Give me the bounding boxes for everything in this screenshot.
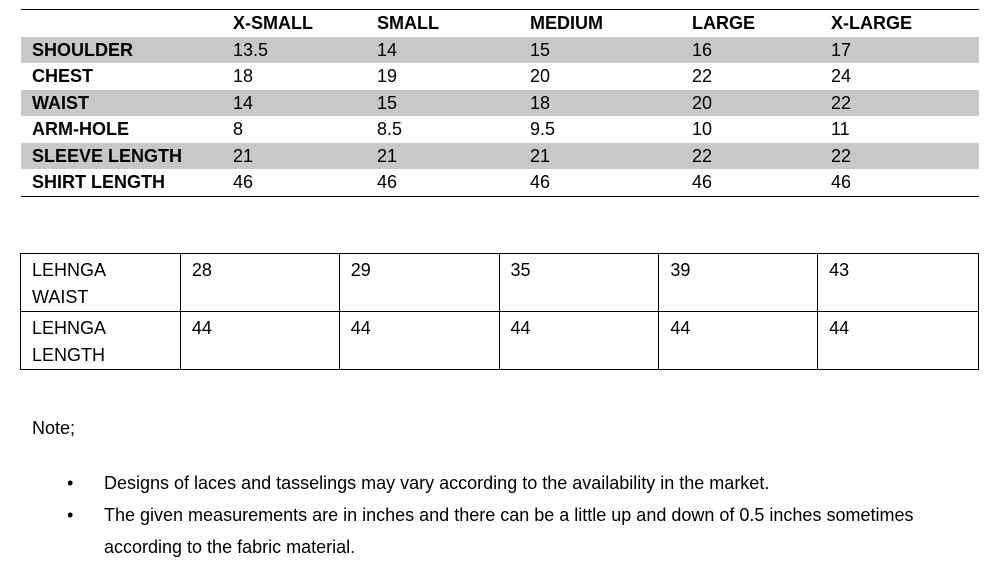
table-row-chest [21, 63, 979, 90]
row-label: WAIST [21, 90, 222, 117]
table-row-lehnga-length [21, 312, 979, 370]
header-corner-cell [21, 10, 222, 37]
table-cell: 17 [820, 37, 979, 64]
table-cell: 13.5 [222, 37, 366, 64]
table-cell: 44 [659, 312, 818, 370]
note-item [0, 467, 1008, 499]
table-cell: 35 [499, 254, 659, 312]
size-chart-table [21, 9, 979, 197]
table-row-waist [21, 90, 979, 117]
note-list [0, 467, 1008, 563]
table-cell: 11 [831, 119, 850, 140]
table-cell: 19 [377, 66, 398, 87]
table-cell: 8.5 [377, 119, 403, 140]
table-cell: 46 [831, 172, 852, 193]
table-cell: 28 [180, 254, 339, 312]
table-cell: 24 [831, 66, 852, 87]
table-cell: 29 [339, 254, 499, 312]
table-cell: 20 [681, 90, 820, 117]
header-large: LARGE [692, 13, 755, 34]
table-cell: 44 [339, 312, 499, 370]
header-small: SMALL [377, 13, 439, 34]
table-cell: 22 [681, 143, 820, 170]
table-cell: 46 [233, 172, 254, 193]
row-label: CHEST [32, 66, 94, 87]
row-label: LEHNGA WAIST [32, 260, 106, 307]
table-cell: 18 [233, 66, 254, 87]
size-chart-header-row [21, 10, 979, 37]
table-cell: 21 [222, 143, 366, 170]
table-row-sleeve-length [21, 143, 979, 170]
row-label: SHOULDER [21, 37, 222, 64]
header-x-large: X-LARGE [831, 13, 912, 34]
row-label: SLEEVE LENGTH [21, 143, 222, 170]
header-medium: MEDIUM [530, 13, 603, 34]
table-cell: 46 [692, 172, 713, 193]
table-cell: 15 [366, 90, 519, 117]
table-cell: 46 [377, 172, 398, 193]
row-label: SHIRT LENGTH [32, 172, 165, 193]
note-item [0, 499, 1008, 563]
note-text: The given measurements are in inches and there can be a little up and down of 0.5 inches sometimes according to the fabric material. [104, 505, 914, 557]
table-cell: 44 [818, 312, 979, 370]
table-cell: 8 [233, 119, 244, 140]
lehnga-chart-table [20, 253, 979, 370]
table-cell: 21 [519, 143, 681, 170]
table-cell: 44 [180, 312, 339, 370]
table-cell: 43 [818, 254, 979, 312]
bullet-icon: • [67, 505, 74, 525]
table-cell: 22 [820, 90, 979, 117]
row-label-cell [21, 312, 181, 370]
table-cell: 22 [820, 143, 979, 170]
table-cell: 15 [519, 37, 681, 64]
table-row-arm-hole [21, 116, 979, 143]
row-label-cell [21, 254, 181, 312]
header-x-small: X-SMALL [233, 13, 313, 34]
table-cell: 22 [692, 66, 713, 87]
row-label: LEHNGA LENGTH [32, 318, 106, 365]
table-cell: 14 [366, 37, 519, 64]
table-cell: 20 [530, 66, 551, 87]
table-cell: 39 [659, 254, 818, 312]
note-text: Designs of laces and tasselings may vary according to the availability in the market. [104, 473, 770, 493]
table-cell: 14 [222, 90, 366, 117]
table-row-lehnga-waist [21, 254, 979, 312]
table-cell: 10 [692, 119, 713, 140]
table-row-shirt-length [21, 169, 979, 196]
table-cell: 18 [519, 90, 681, 117]
table-cell: 21 [366, 143, 519, 170]
table-cell: 16 [681, 37, 820, 64]
table-row-shoulder [21, 37, 979, 64]
row-label: ARM-HOLE [32, 119, 129, 140]
bullet-icon: • [67, 473, 74, 493]
table-cell: 9.5 [530, 119, 556, 140]
table-cell: 46 [530, 172, 551, 193]
note-heading: Note; [32, 418, 76, 438]
table-cell: 44 [499, 312, 659, 370]
